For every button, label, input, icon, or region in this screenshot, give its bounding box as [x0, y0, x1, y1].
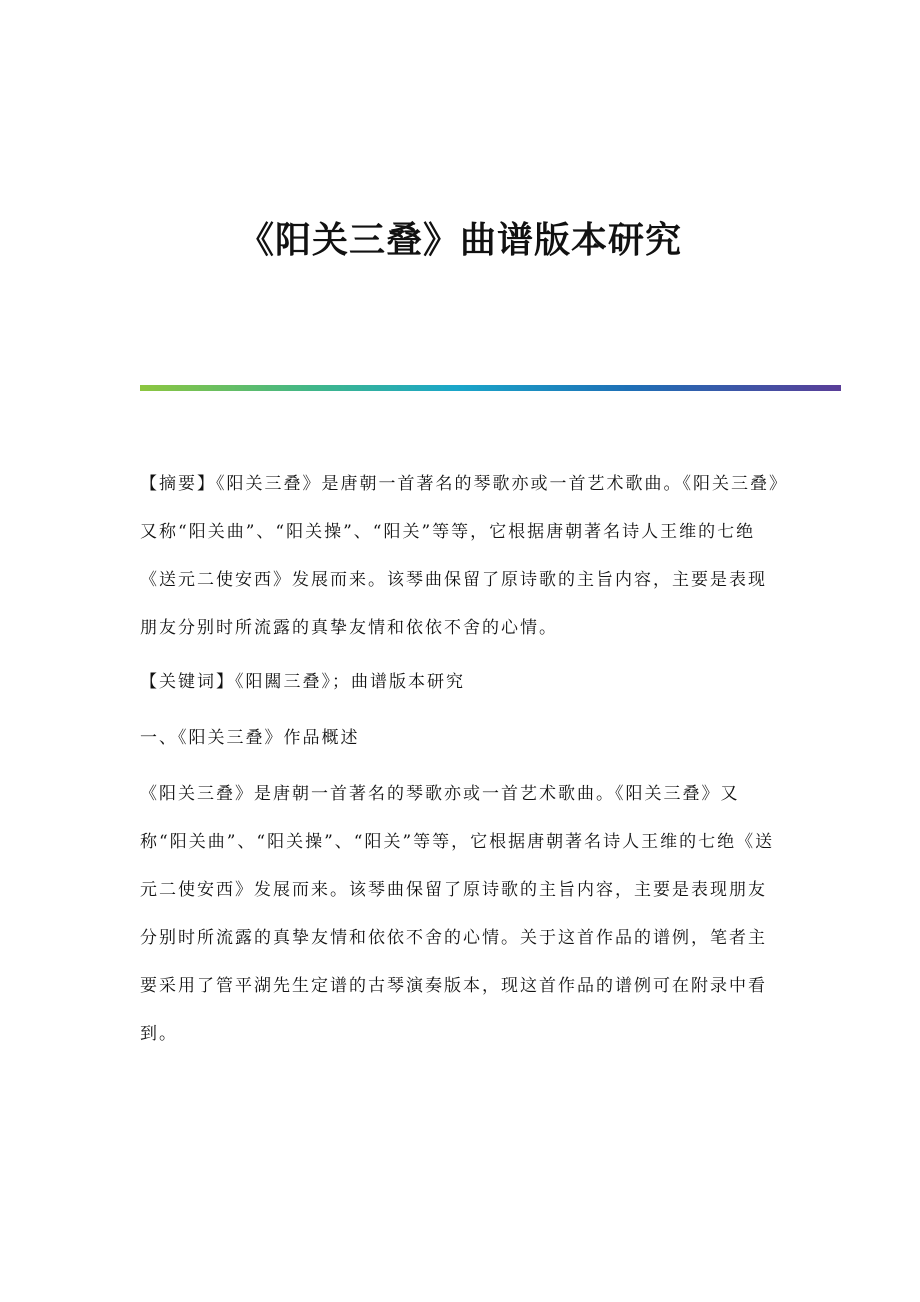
section-body-paragraph: 《阳关三叠》是唐朝一首著名的琴歌亦或一首艺术歌曲。《阳关三叠》又称“阳关曲”、“阳关操”、“阳关”等等，它根据唐朝著名诗人王维的七绝《送元二使安西》发展而来。该琴曲保留了原诗歌的主旨内容，主要是表现朋友分别时所流露的真挚友情和依依不舍的心情。关于这首作品的谱例，笔者主要采用了管平湖先生定谱的古琴演奏版本，现这首作品的谱例可在附录中看到。 [140, 784, 775, 1044]
keywords-paragraph: 【关键词】《阳闗三叠》；曲谱版本研究 [140, 672, 465, 692]
page-title: 《阳关三叠》曲谱版本研究 [237, 219, 682, 261]
abstract-paragraph: 【摘要】《阳关三叠》是唐朝一首著名的琴歌亦或一首艺术歌曲。《阳关三叠》又称“阳关曲”、“阳关操”、“阳关”等等，它根据唐朝著名诗人王维的七绝《送元二使安西》发展而来。该琴曲保留了原诗歌的主旨内容，主要是表现朋友分别时所流露的真挚友情和依依不舍的心情。 [140, 474, 780, 638]
section-heading: 一、《阳关三叠》作品概述 [140, 728, 360, 748]
gradient-divider [140, 385, 841, 391]
document-body [140, 460, 780, 1064]
